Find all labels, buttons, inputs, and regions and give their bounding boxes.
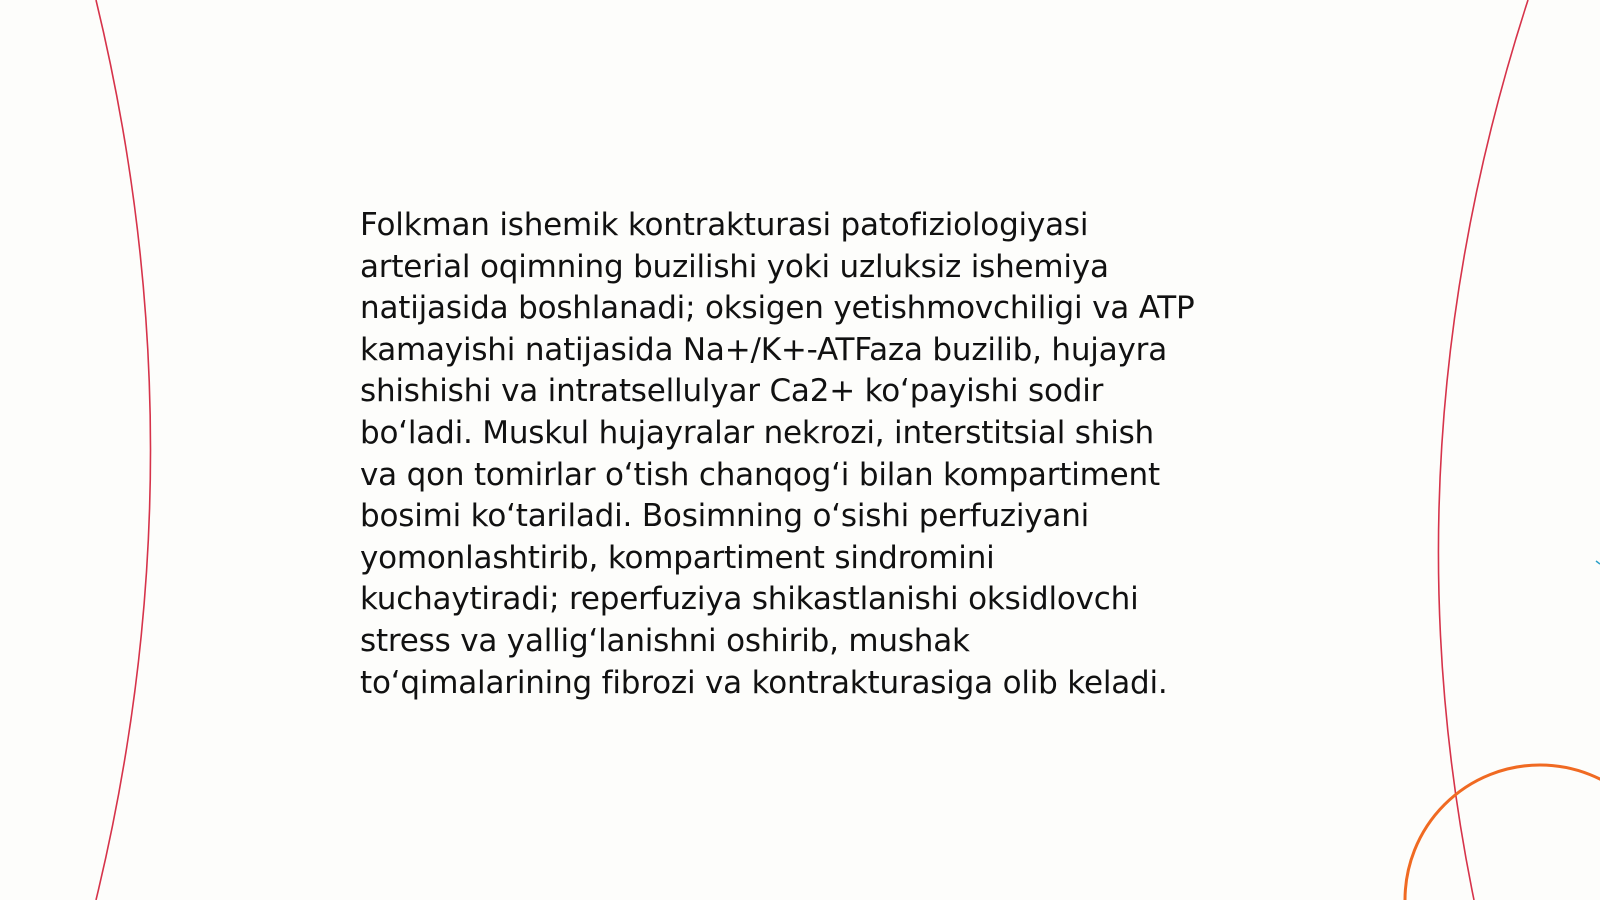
paragraph-line: natijasida boshlanadi; oksigen yetishmovchiligi va ATP [360, 290, 1195, 327]
paragraph-line: kuchaytiradi; reperfuziya shikastlanishi oksidlovchi [360, 581, 1139, 618]
paragraph-line: shishishi va intratsellulyar Ca2+ ko‘payishi sodir [360, 373, 1104, 410]
paragraph-line: to‘qimalarining fibrozi va kontrakturasiga olib keladi. [360, 664, 1168, 701]
paragraph-line: Folkman ishemik kontrakturasi patofiziologiyasi [360, 207, 1089, 243]
paragraph-line: kamayishi natijasida Na+/K+-ATFaza buzilib, hujayra [360, 331, 1168, 368]
orange-arc [1405, 765, 1600, 900]
small-blue-mark [1596, 561, 1600, 564]
paragraph-line: bosimi ko‘tariladi. Bosimning o‘sishi perfuziyani [360, 498, 1090, 535]
paragraph-line: stress va yallig‘lanishni oshirib, mushak [360, 622, 970, 659]
paragraph-line: arterial oqimning buzilishi yoki uzluksiz ishemiya [360, 248, 1109, 285]
right-curve-line [1438, 0, 1528, 900]
left-curve-line [96, 0, 151, 900]
body-paragraph [360, 205, 1260, 704]
paragraph-line: va qon tomirlar o‘tish chanqog‘i bilan kompartiment [360, 456, 1160, 493]
paragraph-line: yomonlashtirib, kompartiment sindromini [360, 539, 995, 576]
paragraph-line: bo‘ladi. Muskul hujayralar nekrozi, interstitsial shish [360, 414, 1155, 451]
